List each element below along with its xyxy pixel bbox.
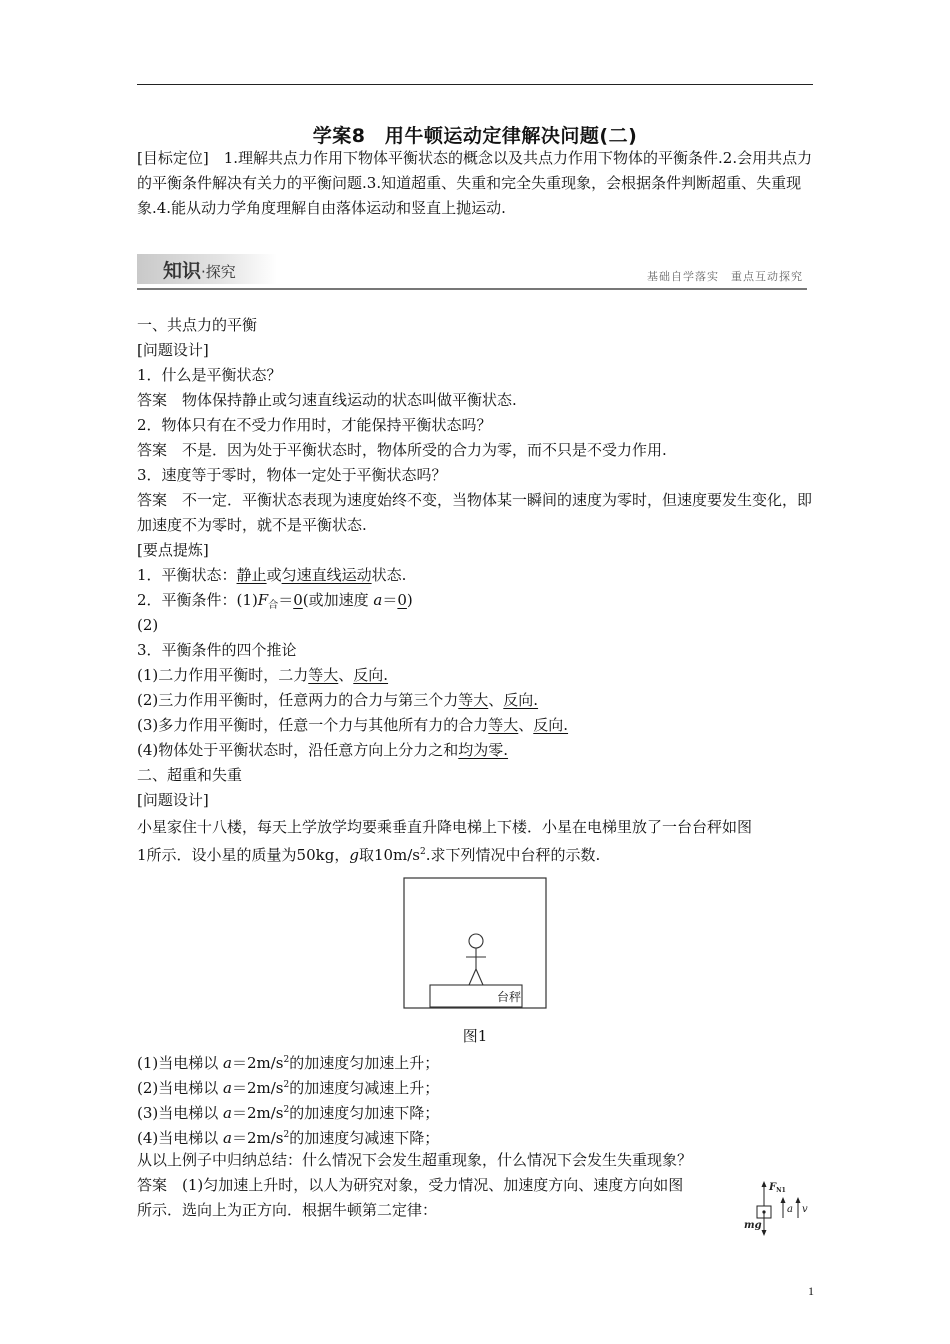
- page-title: 学案8 用牛顿运动定律解决问题(二): [312, 125, 638, 147]
- key-point-1: 1．平衡状态：静止或匀速直线运动状态.: [137, 566, 407, 584]
- answer-line-1: 答案 (1)匀加速上升时，以人为研究对象，受力情况、加速度方向、速度方向如图: [137, 1176, 684, 1194]
- key-point-2: 2．平衡条件：$(1)F_合=0$(或加速度 a＝0): [137, 591, 413, 611]
- case-4: (4)当电梯以 $a=2m/s^2$的加速度匀减速下降；: [137, 1129, 440, 1147]
- key-points-label: [要点提炼]: [137, 541, 209, 559]
- case-1: (1)当电梯以 $a=2m/s^2$的加速度匀加速上升；: [137, 1054, 440, 1072]
- intro-line-2: 1所示．设小星的质量为50kg，g取$10m/s^2$.求下列情况中台秤的示数.: [137, 846, 601, 864]
- section-banner: [137, 252, 807, 290]
- answer-1: 答案 物体保持静止或匀速直线运动的状态叫做平衡状态.: [137, 391, 517, 409]
- key-point-3: 3．平衡条件的四个推论: [137, 641, 297, 659]
- section1-design-label: [问题设计]: [137, 341, 209, 359]
- key-point-2b: (2): [137, 616, 159, 634]
- question-3: 3．速度等于零时，物体一定处于平衡状态吗？: [137, 466, 447, 484]
- corollary-4: (4)物体处于平衡状态时，沿任意方向上分力之和均为零.: [137, 741, 509, 759]
- svg-text:v: v: [802, 1204, 808, 1215]
- banner-title: [163, 256, 236, 283]
- case-2: (2)当电梯以 $a=2m/s^2$的加速度匀减速上升；: [137, 1079, 440, 1097]
- elevator-figure: [403, 877, 547, 1009]
- section1-heading: 一、共点力的平衡: [137, 316, 258, 334]
- force-diagram: [742, 1178, 820, 1238]
- case-3: (3)当电梯以 $a=2m/s^2$的加速度匀加速下降；: [137, 1104, 440, 1122]
- svg-text:a: a: [787, 1204, 793, 1215]
- svg-text:FN1: $F_{N1}$: [769, 1182, 786, 1194]
- banner-main: 知识: [163, 260, 202, 282]
- answer-2: 答案 不是．因为处于平衡状态时，物体所受的合力为零，而不只是不受力作用.: [137, 441, 667, 459]
- figure-caption: 图1: [462, 1027, 488, 1045]
- intro-line-1: 小星家住十八楼，每天上学放学均要乘垂直升降电梯上下楼．小星在电梯里放了一台台秤如图: [137, 818, 753, 836]
- question-2: 2．物体只有在不受力作用时，才能保持平衡状态吗？: [137, 416, 492, 434]
- objectives-paragraph: [目标定位] 1.理解共点力作用下物体平衡状态的概念以及共点力作用下物体的平衡条件.2.会用共点力的平衡条件解决有关力的平衡问题.3.知道超重、失重和完全失重现象，会根据条件判断超重、失重现象.4.能从动力学角度理解自由落体运动和竖直上抛运动.: [137, 149, 813, 217]
- scale-label: 台秤: [496, 990, 522, 1004]
- answer-3: 答案 不一定．平衡状态表现为速度始终不变，当物体某一瞬间的速度为零时，但速度要发生变化，即加速度不为零时，就不是平衡状态.: [137, 491, 813, 534]
- stick-figure: [466, 934, 486, 985]
- page-number: 1: [808, 1284, 814, 1298]
- header-rule: [137, 84, 813, 85]
- section2-heading: 二、超重和失重: [137, 766, 243, 784]
- corollary-3: (3)多力作用平衡时，任意一个力与其他所有力的合力等大、反向.: [137, 716, 569, 734]
- summary-question: 从以上例子中归纳总结：什么情况下会发生超重现象，什么情况下会发生失重现象？: [137, 1151, 693, 1169]
- section2-design-label: [问题设计]: [137, 791, 209, 809]
- corollary-1: (1)二力作用平衡时，二力等大、反向.: [137, 666, 389, 684]
- banner-right-text: 基础自学落实 重点互动探究: [647, 270, 803, 283]
- question-1: 1．什么是平衡状态？: [137, 366, 282, 384]
- answer-line-2: 所示．选向上为正方向．根据牛顿第二定律：: [137, 1201, 438, 1219]
- banner-sub: ·探究: [201, 263, 236, 281]
- corollary-2: (2)三力作用平衡时，任意两力的合力与第三个力等大、反向.: [137, 691, 539, 709]
- svg-text:mg: mg: [744, 1220, 762, 1231]
